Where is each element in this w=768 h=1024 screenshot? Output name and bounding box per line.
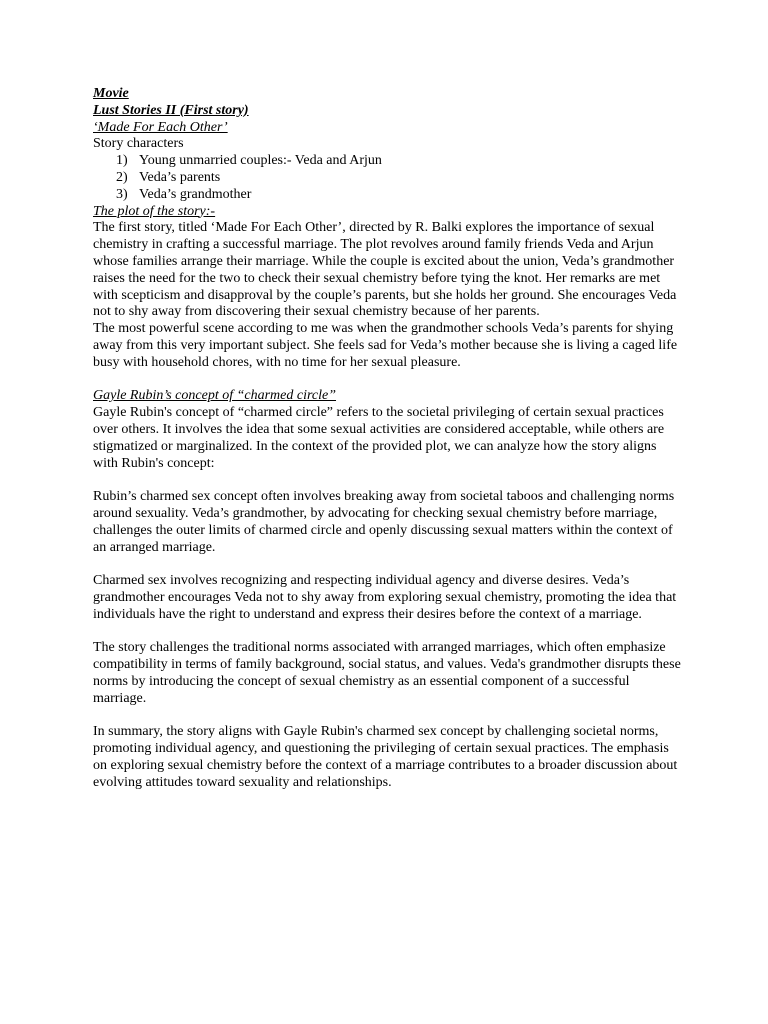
list-item-number: 3) (116, 186, 128, 202)
summary-paragraph: In summary, the story aligns with Gayle Rubin's charmed sex concept by challenging societal norms, promoting individual agency, and questioning the privileging of certain sexual practices. The emphasis on exploring sexual chemistry before the context of a marriage contributes to a broader discussion about evolving attitudes toward sexuality and relationships. (93, 724, 678, 790)
plot-heading: The plot of the story:- (93, 203, 216, 219)
characters-label: Story characters (93, 136, 184, 152)
rubin-paragraph: The story challenges the traditional norms associated with arranged marriages, which often emphasize compatibility in terms of family background, social status, and values. Veda's grandmother disrupts these norms by introducing the concept of sexual chemistry as an essential component of a successful marriage. (93, 640, 681, 706)
document-page (93, 86, 683, 791)
characters-list (93, 153, 683, 203)
plot-paragraph: The most powerful scene according to me was when the grandmother schools Veda’s parents for shying away from this very important subject. She feels sad for Veda’s mother because she is living a caged life busy with household chores, with no time for her sexual pleasure. (93, 321, 678, 370)
heading-title: Lust Stories II (First story) (93, 102, 249, 118)
rubin-paragraph: Charmed sex involves recognizing and respecting individual agency and diverse desires. Veda’s grandmother encourages Veda not to shy away from exploring sexual chemistry, promoting the idea that individuals have the right to understand and express their desires before the context of a marriage. (93, 573, 677, 622)
list-item-text: Veda’s parents (139, 169, 221, 185)
paragraph-spacer (93, 624, 683, 641)
paragraph-spacer (93, 472, 683, 489)
rubin-paragraph: Gayle Rubin's concept of “charmed circle” refers to the societal privileging of certain sexual practices over others. It involves the idea that some sexual activities are considered acceptable, while others are stigmatized or marginalized. In the context of the provided plot, we can analyze how the story aligns with Rubin's concept: (93, 405, 665, 471)
heading-movie: Movie (93, 86, 129, 101)
plot-paragraph: The first story, titled ‘Made For Each Other’, directed by R. Balki explores the importance of sexual chemistry in crafting a successful marriage. The plot revolves around family friends Veda and Arjun whose families arrange their marriage. While the couple is excited about the union, Veda’s grandmother raises the need for the two to check their sexual chemistry before tying the knot. Her remarks are met with scepticism and disapproval by the couple’s parents, but she holds her ground. She encourages Veda not to shy away from discovering their sexual chemistry because of her parents. (93, 220, 677, 320)
list-item (93, 170, 683, 187)
rubin-heading: Gayle Rubin’s concept of “charmed circle” (93, 388, 337, 404)
list-item-text: Young unmarried couples:- Veda and Arjun (139, 153, 382, 169)
rubin-paragraph: Rubin’s charmed sex concept often involves breaking away from societal taboos and challenging norms around sexuality. Veda’s grandmother, by advocating for checking sexual chemistry before marriage, challenges the outer limits of charmed circle and openly discussing sexual matters within the context of an arranged marriage. (93, 489, 675, 555)
paragraph-spacer (93, 707, 683, 724)
list-item-number: 1) (116, 153, 128, 169)
list-item (93, 153, 683, 170)
paragraph-spacer (93, 372, 683, 389)
list-item-number: 2) (116, 169, 128, 185)
list-item (93, 187, 683, 204)
paragraph-spacer (93, 556, 683, 573)
heading-story-name: ‘Made For Each Other’ (93, 119, 228, 135)
list-item-text: Veda’s grandmother (139, 186, 252, 202)
